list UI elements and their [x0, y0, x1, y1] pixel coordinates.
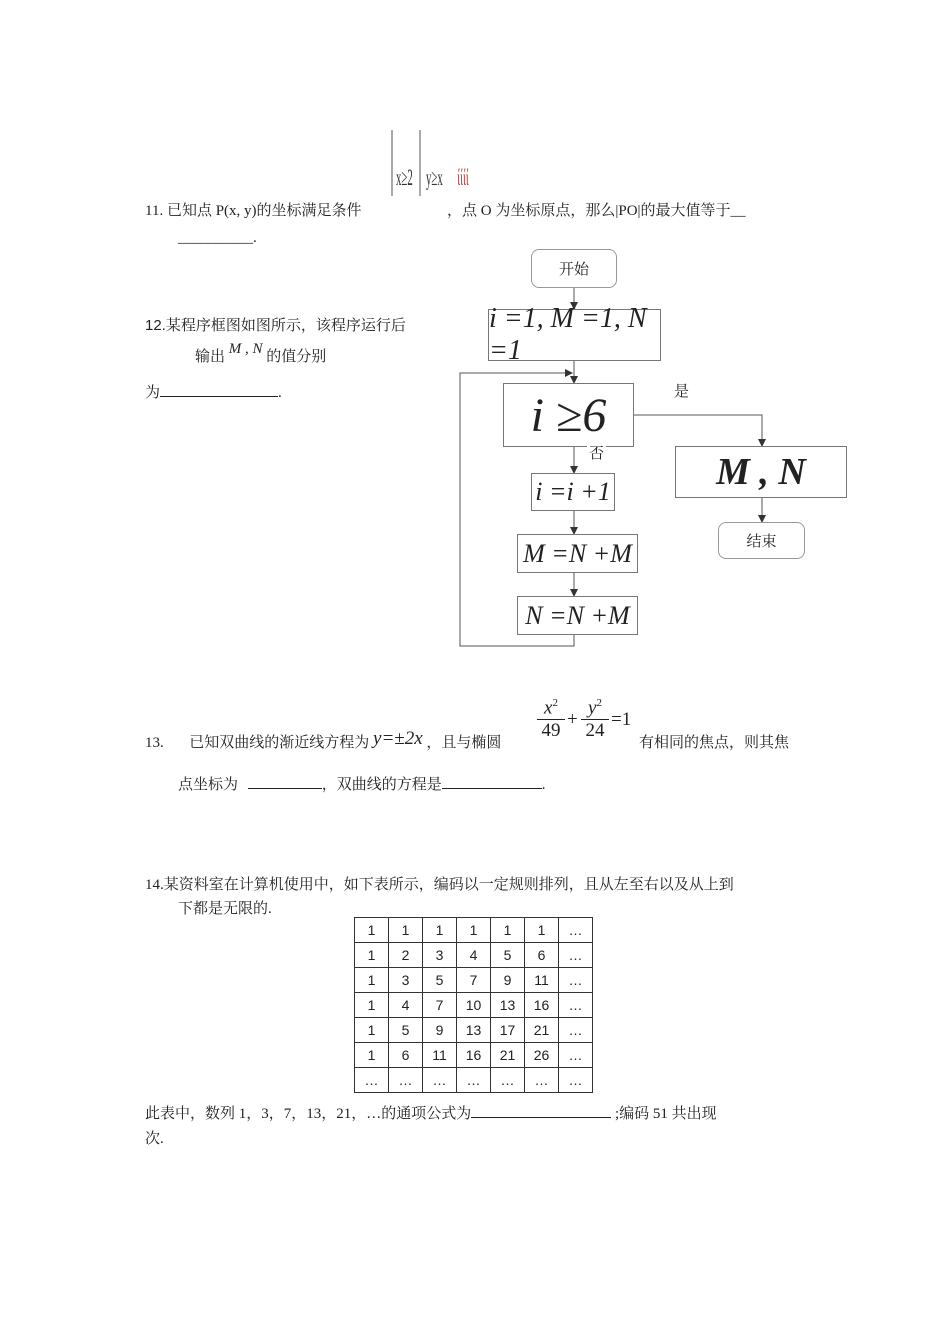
q14-after-line1: [145, 1102, 717, 1123]
q12-line1: 12.某程序框图如图所示，该程序运行后: [145, 317, 406, 334]
table-cell: …: [559, 968, 593, 993]
table-row: [355, 968, 593, 993]
q13-den2: 24: [581, 719, 609, 742]
table-cell: 9: [423, 1018, 457, 1043]
table-row: [355, 993, 593, 1018]
table-cell: 16: [457, 1043, 491, 1068]
table-cell: 1: [457, 918, 491, 943]
table-cell: 21: [525, 1018, 559, 1043]
q13-line2-end: .: [541, 777, 546, 793]
q14-line2: 下都是无限的.: [178, 901, 272, 917]
table-cell: 1: [355, 943, 389, 968]
table-cell: 11: [423, 1043, 457, 1068]
table-cell: 1: [355, 968, 389, 993]
table-cell: 3: [389, 968, 423, 993]
table-cell: 1: [491, 918, 525, 943]
flow-no-label: 否: [587, 442, 606, 463]
table-row: [355, 943, 593, 968]
table-cell: …: [423, 1068, 457, 1093]
q12-line3-suffix: .: [278, 385, 282, 401]
table-cell: …: [559, 918, 593, 943]
q14-code51-text: ;编码 51 共出现: [615, 1106, 717, 1122]
table-cell: …: [559, 1018, 593, 1043]
q11-text-before: 11. 已知点 P(x, y)的坐标满足条件: [145, 203, 362, 219]
table-cell: 1: [525, 918, 559, 943]
q13-text1: 已知双曲线的渐近线方程为: [189, 735, 370, 751]
table-cell: 7: [457, 968, 491, 993]
flow-increment-i: i =i +1: [531, 473, 615, 511]
q14-sequence-text: 此表中，数列 1，3，7，13，21，…的通项公式为: [145, 1106, 472, 1122]
table-cell: …: [491, 1068, 525, 1093]
flow-condition: [503, 383, 634, 447]
table-cell: 6: [525, 943, 559, 968]
q13-y-exp: 2: [596, 697, 602, 709]
q13-frac1: [537, 697, 565, 742]
table-cell: 17: [491, 1018, 525, 1043]
q13-plus: +: [567, 709, 578, 730]
q12-values-label: 的值分别: [266, 349, 327, 365]
q13-text3: 有相同的焦点，则其焦: [639, 735, 790, 751]
table-cell: 1: [355, 1018, 389, 1043]
table-cell: 1: [355, 918, 389, 943]
table-cell: …: [559, 1043, 593, 1068]
table-cell: 6: [389, 1043, 423, 1068]
q13-equals-one: =1: [611, 709, 632, 730]
q14-line1: 14.某资料室在计算机使用中，如下表所示，编码以一定规则排列，且从左至右以及从上到: [145, 877, 734, 893]
q13-asymptote: y=±2x: [373, 728, 423, 749]
table-cell: 13: [457, 1018, 491, 1043]
flow-output: M , N: [675, 446, 847, 498]
q13-den1: 49: [537, 719, 565, 742]
q12-line3-prefix: 为: [145, 385, 161, 401]
flow-update-n: N =N +M: [517, 596, 638, 635]
table-cell: 2: [389, 943, 423, 968]
table-row: [355, 918, 593, 943]
flow-start: 开始: [531, 249, 617, 288]
q13-text2: ，且与椭圆: [426, 735, 502, 751]
q13-equation-label: ，双曲线的方程是: [321, 777, 442, 793]
q14-code-table: [354, 917, 593, 1093]
svg-text:y≥x: y≥x: [426, 164, 443, 191]
table-cell: 9: [491, 968, 525, 993]
table-cell: 21: [491, 1043, 525, 1068]
q13-x-var: x: [544, 697, 553, 719]
q14-formula-blank: [471, 1103, 611, 1118]
table-cell: 5: [491, 943, 525, 968]
q14-after-line2: 次.: [145, 1131, 164, 1147]
table-cell: 26: [525, 1043, 559, 1068]
table-row: [355, 1018, 593, 1043]
flow-yes-label: 是: [674, 383, 690, 400]
flow-init: i =1, M =1, N =1: [488, 309, 661, 361]
q13-line2: [178, 773, 546, 794]
q11-text-after: ，点 O 为坐标原点，那么|PO|的最大值等于__: [447, 203, 746, 219]
table-cell: 3: [423, 943, 457, 968]
table-cell: …: [525, 1068, 559, 1093]
q13-line1: [145, 728, 502, 753]
table-cell: 4: [457, 943, 491, 968]
arrow-condition-yes: [634, 415, 762, 446]
q13-focus-blank: [248, 774, 322, 789]
q13-ellipse-equation: [537, 697, 647, 747]
table-cell: 1: [389, 918, 423, 943]
q13-focus-label: 点坐标为: [178, 777, 239, 793]
code-table: [354, 917, 593, 1093]
table-cell: 10: [457, 993, 491, 1018]
table-cell: 16: [525, 993, 559, 1018]
flow-update-m: M =N +M: [517, 534, 638, 573]
table-cell: 13: [491, 993, 525, 1018]
table-row: [355, 1068, 593, 1093]
q13-equation-blank: [442, 774, 542, 789]
table-cell: 7: [423, 993, 457, 1018]
q13-frac2: [581, 697, 609, 742]
svg-text:ίίίί: ίίίί: [457, 164, 469, 191]
q13-number: 13.: [145, 735, 164, 751]
table-row: [355, 1043, 593, 1068]
q13-x-exp: 2: [552, 697, 558, 709]
table-cell: …: [389, 1068, 423, 1093]
q11-answer-blank: __________.: [178, 230, 257, 246]
flow-condition-text: i ≥6: [530, 388, 607, 442]
table-cell: …: [559, 943, 593, 968]
table-cell: …: [559, 993, 593, 1018]
table-cell: …: [559, 1068, 593, 1093]
table-cell: 5: [423, 968, 457, 993]
q12-output-label: 输出: [195, 349, 226, 365]
q12-output-vars: M , N: [228, 341, 263, 357]
q13-y-var: y: [588, 697, 597, 719]
table-cell: …: [457, 1068, 491, 1093]
table-cell: …: [355, 1068, 389, 1093]
table-cell: 5: [389, 1018, 423, 1043]
table-cell: 4: [389, 993, 423, 1018]
table-cell: 1: [423, 918, 457, 943]
table-cell: 1: [355, 1043, 389, 1068]
table-cell: 1: [355, 993, 389, 1018]
flow-end: 结束: [718, 522, 805, 559]
svg-text:x≥2: x≥2: [396, 164, 413, 191]
table-cell: 11: [525, 968, 559, 993]
